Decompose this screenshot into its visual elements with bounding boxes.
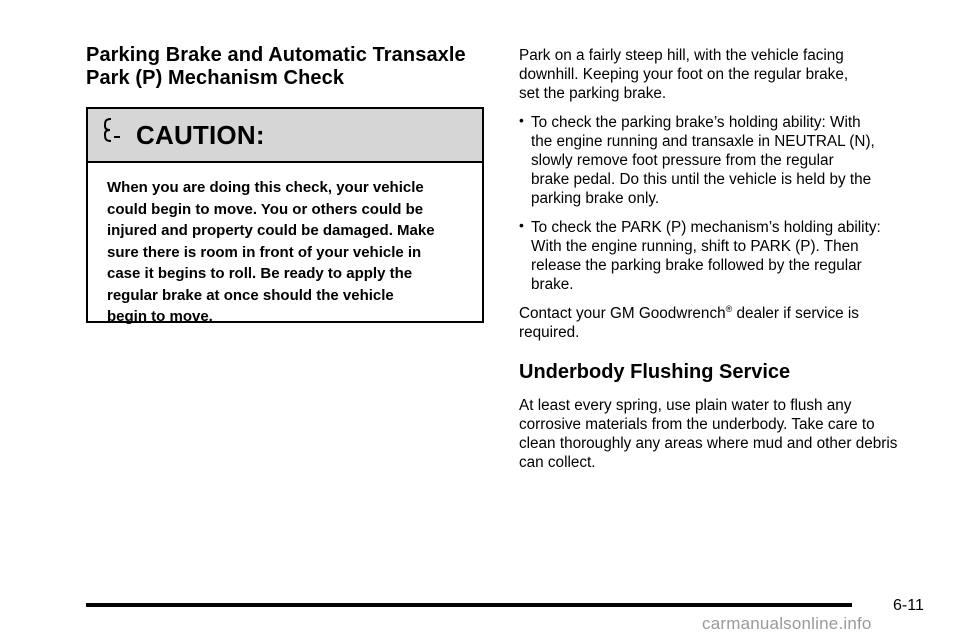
page-number: 6-11: [893, 597, 924, 614]
section-title: [86, 44, 488, 90]
flush-line: corrosive materials from the underbody. Take care to: [519, 416, 875, 433]
flush-paragraph: [519, 396, 929, 472]
contact-text: Contact your GM Goodwrench: [519, 305, 726, 322]
list-item: [519, 218, 929, 294]
caution-line: case it begins to roll. Be ready to apply the: [107, 265, 413, 282]
caution-line: sure there is room in front of your vehicle in: [107, 243, 422, 261]
caution-line: When you are doing this check, your vehicle: [107, 179, 424, 196]
caution-text: [88, 163, 482, 328]
list-item-line: To check the parking brake’s holding ability: With: [531, 114, 861, 131]
bullet-icon: •: [519, 217, 524, 233]
caution-line: could begin to move. You or others could be: [107, 200, 424, 218]
caution-line: injured and property could be damaged. Make: [107, 222, 435, 239]
caution-box: [86, 107, 484, 323]
caution-line: regular brake at once should the vehicle: [107, 286, 394, 304]
check-list: [519, 113, 929, 294]
section-title-line-1: Parking Brake and Automatic Transaxle: [86, 44, 466, 66]
intro-paragraph: [519, 46, 929, 103]
contact-text-continued: dealer if service is: [732, 305, 859, 322]
registered-mark: ®: [725, 303, 733, 314]
list-item: [519, 113, 929, 208]
list-item-line: parking brake only.: [531, 190, 660, 207]
bullet-icon: •: [519, 112, 524, 128]
list-item-line: slowly remove foot pressure from the regular: [531, 152, 834, 169]
contact-line: required.: [519, 324, 580, 341]
right-column: [519, 46, 929, 472]
contact-paragraph: [519, 304, 929, 342]
caution-title: CAUTION:: [136, 119, 265, 150]
flush-line: At least every spring, use plain water to flush any: [519, 397, 852, 414]
caution-header: [88, 109, 482, 163]
list-item-line: To check the PARK (P) mechanism’s holding ability:: [531, 219, 881, 236]
intro-line: Park on a fairly steep hill, with the vehicle facing: [519, 47, 844, 64]
list-item-line: brake pedal. Do this until the vehicle is held by the: [531, 171, 872, 188]
flush-line: clean thoroughly any areas where mud and other debris: [519, 435, 898, 452]
list-item-line: the engine running and transaxle in NEUTRAL (N),: [531, 133, 875, 150]
intro-line: set the parking brake.: [519, 85, 667, 102]
list-item-line: With the engine running, shift to PARK (P). Then: [531, 238, 859, 255]
section-title-line-2: Park (P) Mechanism Check: [86, 67, 345, 89]
list-item-line: brake.: [531, 276, 574, 293]
watermark: carmanualsonline.info: [702, 614, 872, 633]
intro-line: downhill. Keeping your foot on the regular brake,: [519, 66, 849, 83]
footer-rule: [86, 603, 852, 607]
caution-line: begin to move.: [107, 308, 213, 325]
warning-bracket-icon: [102, 117, 130, 147]
flush-line: can collect.: [519, 454, 596, 471]
contact-line: [519, 304, 929, 323]
list-item-line: release the parking brake followed by the regular: [531, 257, 862, 274]
underbody-heading: Underbody Flushing Service: [519, 361, 791, 383]
left-column: [86, 44, 488, 323]
